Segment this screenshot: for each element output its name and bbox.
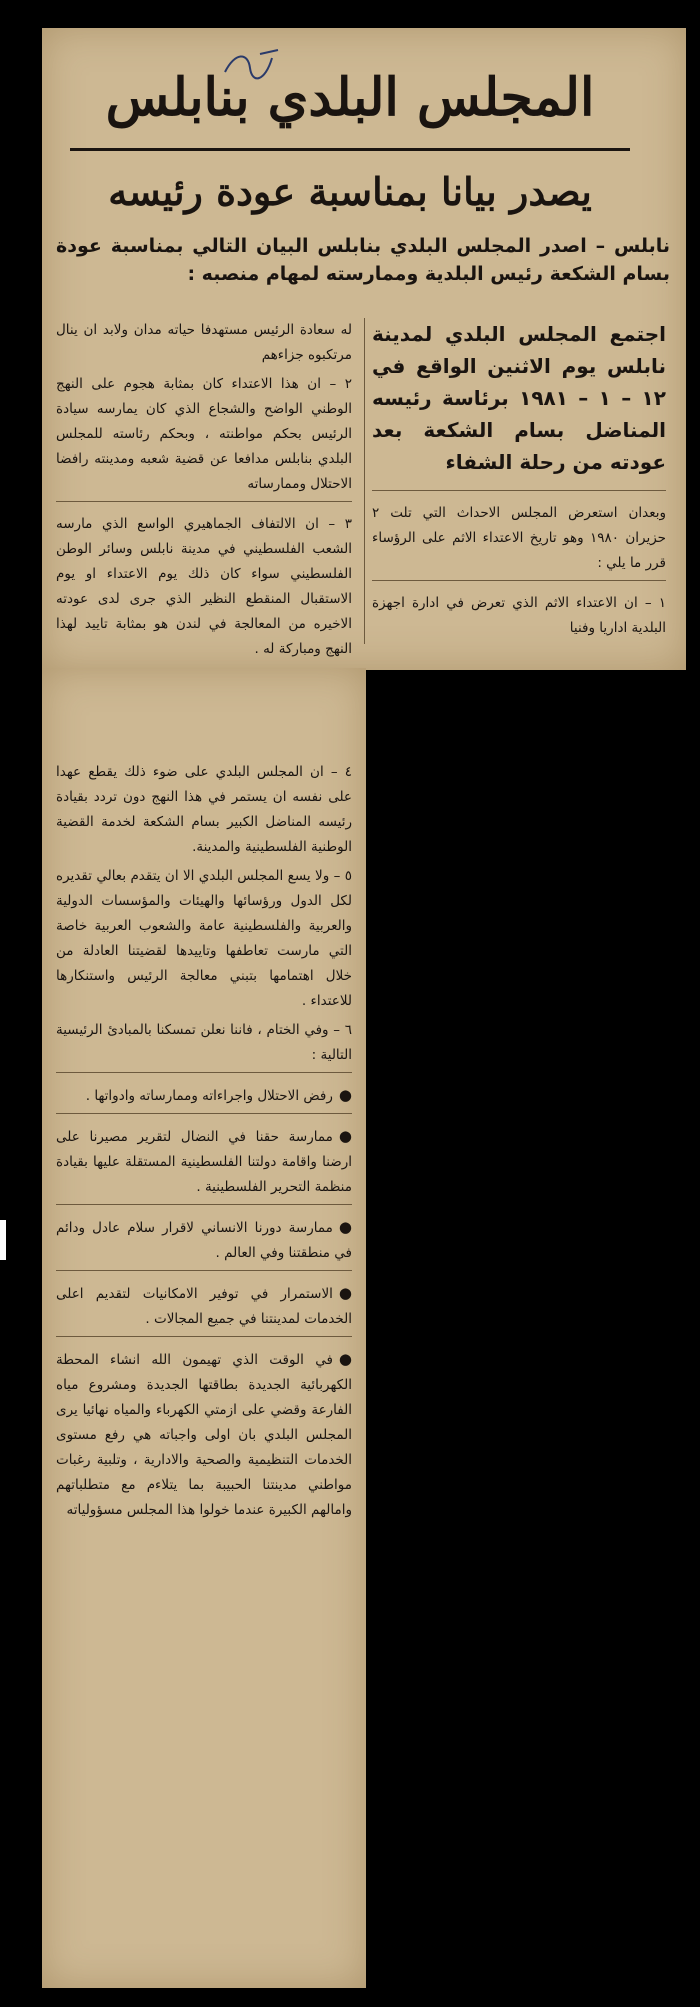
- right-paragraph-1: وبعدان استعرض المجلس الاحداث التي تلت ٢ حزيران ١٩٨٠ وهو تاريخ الاعتداء الاثم على الرؤساء قرر ما يلي :: [372, 490, 666, 576]
- principle-1-text: رفض الاحتلال واجراءاته وممارساته وادواتها .: [85, 1088, 333, 1104]
- principle-3: [56, 1204, 352, 1266]
- left-paragraph-1: له سعادة الرئيس مستهدفا حياته مدان ولابد ان ينال مرتكبوه جزاءهم: [56, 322, 352, 363]
- left-column: [56, 318, 352, 666]
- principle-2-text: ممارسة حقنا في النضال لتقرير مصيرنا على ارضنا واقامة دولتنا الفلسطينية المستقلة عليها بقيادة منظمة التحرير الفلسطينية .: [56, 1129, 352, 1195]
- principle-2: [56, 1113, 352, 1200]
- bullet-icon: ●: [338, 1350, 352, 1368]
- principle-4-text: الاستمرار في توفير الامكانيات لتقديم اعلى الخدمات لمدينتنا في جميع المجالات .: [56, 1286, 352, 1327]
- left-paragraph-3: ٣ – ان الالتفاف الجماهيري الواسع الذي مارسه الشعب الفلسطيني في مدينة نابلس وسائر الوطن الفلسطيني سواء كان ذلك يوم الاعتداء او يوم الاستقبال المنقطع النظير الذي جرى لدى عودته الاخيره من المعالجة في لندن هو بمثابة تاييد لهذا النهج ومباركة له .: [56, 501, 352, 662]
- right-column: [372, 318, 666, 645]
- masthead: [70, 48, 630, 151]
- principle-4: [56, 1270, 352, 1332]
- principle-5-text: في الوقت الذي تهيمون الله انشاء المحطة الكهربائية الجديدة بطاقتها الجديدة ومشروع مياه الفارعة وقضي على ازمتي الكهرباء والمياه نهائيا يرى المجلس البلدي بان اولى واجباته هي رفع مستوى الخدمات التنظيمية والصحية والادارية ، وتلبية رغبات مواطني مدينتنا الحبيبة بما يتلاءم مع متطلباتهم وامالهم الكبيرة عندما خولوا هذا المجلس مسؤولياته: [56, 1352, 352, 1518]
- principle-3-text: ممارسة دورنا الانساني لاقرار سلام عادل ودائم في منطقتنا وفي العالم .: [56, 1220, 352, 1261]
- right-lede: اجتمع المجلس البلدي لمدينة نابلس يوم الاثنين الواقع في ١٢ – ١ – ١٩٨١ برئاسة رئيسه المناضل بسام الشكعة بعد عودته من رحلة الشفاء: [372, 322, 666, 474]
- scan-mark: [0, 1220, 6, 1260]
- handwritten-mark: [220, 44, 290, 84]
- left-paragraph-2: ٢ – ان هذا الاعتداء كان بمثابة هجوم على النهج الوطني الواضح والشجاع الذي كان يمارسه سيادة الرئيس بحكم مواطنته ، وبحكم رئاسته للمجلس البلدي بنابلس مدافعا عن قضية شعبه ومدينته رافضا الاحتلال وممارساته: [56, 376, 352, 492]
- left-paragraph-4: ٤ – ان المجلس البلدي على ضوء ذلك يقطع عهدا على نفسه ان يستمر في هذا النهج دون تردد بقيادة رئيسه المناضل الكبير بسام الشكعة لخدمة القضية الوطنية الفلسطينية والمدينة.: [56, 764, 352, 855]
- principle-1: [56, 1072, 352, 1109]
- left-paragraph-6: ٦ – وفي الختام ، فاننا نعلن تمسكنا بالمبادئ الرئيسية التالية :: [56, 1022, 352, 1063]
- column-divider: [364, 318, 365, 644]
- lead-paragraph: نابلس – اصدر المجلس البلدي بنابلس البيان التالي بمناسبة عودة بسام الشكعة رئيس البلدية وممارسته لمهام منصبه :: [56, 235, 670, 285]
- left-column-continued: [56, 760, 352, 1527]
- subheadline: يصدر بيانا بمناسبة عودة رئيسه: [108, 169, 592, 214]
- principle-5: [56, 1336, 352, 1523]
- left-paragraph-5: ٥ – ولا يسع المجلس البلدي الا ان يتقدم بعالي تقديره لكل الدول ورؤسائها والهيئات والمؤسسات الدولية والعربية والفلسطينية عامة والشعوب العربية خاصة التي مارست تعاطفها وتاييدها لقضيتنا العادلة من خلال اهتمامها بتبني معالجة الرئيس واستنكارها للاعتداء .: [56, 868, 352, 1009]
- bullet-icon: ●: [338, 1086, 352, 1104]
- headline: المجلس البلدي بنابلس: [105, 67, 595, 128]
- bullet-icon: ●: [338, 1284, 352, 1302]
- bullet-icon: ●: [338, 1127, 352, 1145]
- bullet-icon: ●: [338, 1218, 352, 1236]
- right-paragraph-2: ١ – ان الاعتداء الاثم الذي تعرض في ادارة اجهزة البلدية اداريا وفنيا: [372, 580, 666, 641]
